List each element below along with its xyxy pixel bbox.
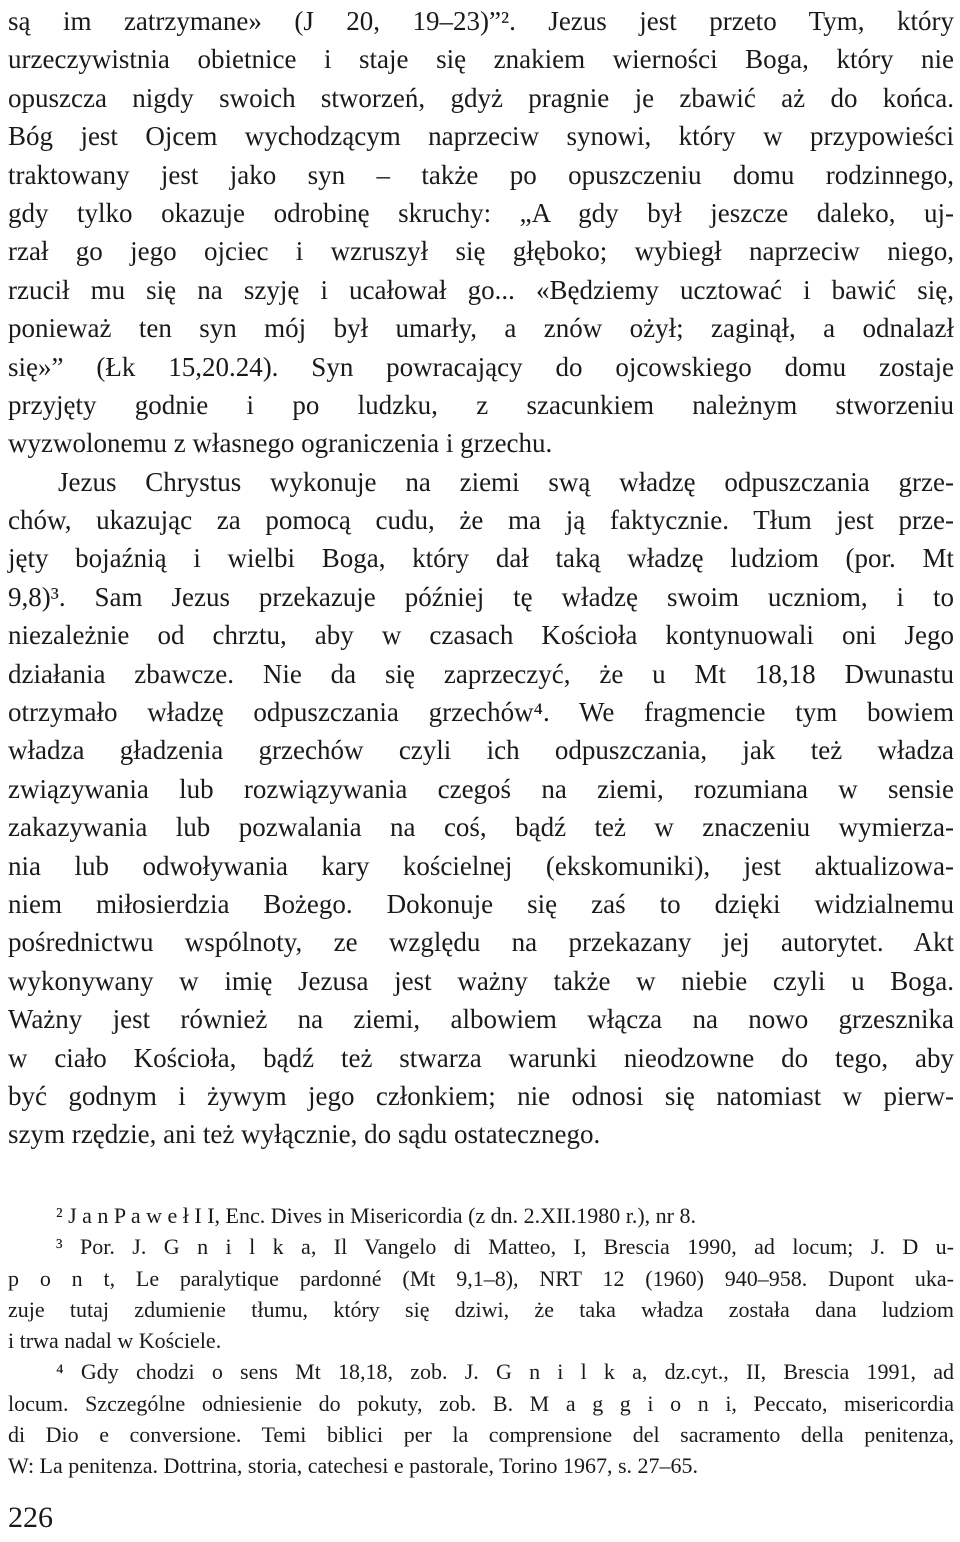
footnote-line: ³ Por. J. G n i l k a, Il Vangelo di Matteo, I, Brescia 1990, ad locum; J. D u- bbox=[56, 1234, 954, 1260]
text-line: zakazywania lub pozwalania na coś, bądź też w znaczeniu wymierza- bbox=[8, 812, 954, 843]
text-line: szym rzędzie, ani też wyłącznie, do sądu ostatecznego. bbox=[8, 1119, 601, 1150]
text-line: jęty bojaźnią i wielbi Boga, który dał taką władzę ludziom (por. Mt bbox=[8, 543, 954, 574]
text-line: rzał go jego ojciec i wzruszył się głęboko; wybiegł naprzeciw niego, bbox=[8, 236, 954, 267]
page-number: 226 bbox=[8, 1501, 53, 1534]
text-line: chów, ukazując za pomocą cudu, że ma ją faktycznie. Tłum jest prze- bbox=[8, 505, 954, 536]
text-line: otrzymało władzę odpuszczania grzechów⁴. We fragmencie tym bowiem bbox=[8, 697, 954, 728]
text-line: władza gładzenia grzechów czyli ich odpuszczania, jak też władza bbox=[8, 735, 954, 766]
text-line: są im zatrzymane» (J 20, 19–23)”². Jezus jest przeto Tym, który bbox=[8, 6, 954, 36]
footnote-line: ² J a n P a w e ł I I, Enc. Dives in Misericordia (z dn. 2.XII.1980 r.), nr 8. bbox=[56, 1203, 696, 1228]
text-line: gdy tylko okazuje odrobinę skruchy: „A gdy był jeszcze daleko, uj- bbox=[8, 197, 954, 228]
text-line: działania zbawcze. Nie da się zaprzeczyć, że u Mt 18,18 Dwunastu bbox=[8, 658, 954, 689]
text-line: opuszcza nigdy swoich stworzeń, gdyż pragnie je zbawić aż do końca. bbox=[8, 82, 954, 113]
text-line: przyjęty godnie i po ludzku, z szacunkiem należnym stworzeniu bbox=[8, 389, 954, 420]
text-line: nia lub odwoływania kary kościelnej (ekskomuniki), jest aktualizowa- bbox=[8, 850, 954, 881]
text-line: niezależnie od chrztu, aby w czasach Kościoła kontynuowali oni Jego bbox=[8, 620, 954, 651]
text-line: Bóg jest Ojcem wychodzącym naprzeciw synowi, który w przypowieści bbox=[8, 121, 954, 152]
text-line: ponieważ ten syn mój był umarły, a znów ożył; zaginął, a odnalazł bbox=[8, 313, 954, 344]
text-line: w ciało Kościoła, bądź też stwarza warunki nieodzowne do tego, aby bbox=[8, 1042, 954, 1073]
footnote-line: di Dio e conversione. Temi biblici per la comprensione del sacramento della penitenza, bbox=[8, 1422, 954, 1448]
text-line: pośrednictwu wspólnoty, ze względu na przekazany jej autorytet. Akt bbox=[8, 927, 954, 958]
main-text bbox=[8, 2, 954, 1154]
text-line: rzucił mu się na szyję i ucałował go... «Będziemy ucztować i bawić się, bbox=[8, 274, 954, 305]
text-line: Ważny jest również na ziemi, albowiem włącza na nowo grzesznika bbox=[8, 1004, 954, 1035]
text-line: wykonywany w imię Jezusa jest ważny także w niebie czyli u Boga. bbox=[8, 965, 954, 996]
footnote bbox=[8, 1231, 954, 1356]
paragraph bbox=[8, 463, 954, 1154]
footnote-line: zuje tutaj zdumienie tłumu, który się dziwi, że taka władza została dana ludziom bbox=[8, 1296, 954, 1322]
text-line: wyzwolonemu z własnego ograniczenia i grzechu. bbox=[8, 428, 553, 459]
footnote-line: i trwa nadal w Kościele. bbox=[8, 1328, 222, 1354]
footnotes bbox=[8, 1200, 954, 1482]
footnote bbox=[8, 1356, 954, 1481]
footnote-line: W: La penitenza. Dottrina, storia, catechesi e pastorale, Torino 1967, s. 27–65. bbox=[8, 1453, 699, 1479]
text-line: być godnym i żywym jego członkiem; nie odnosi się natomiast w pierw- bbox=[8, 1080, 954, 1111]
text-line: 9,8)³. Sam Jezus przekazuje później tę władzę swoim uczniom, i to bbox=[8, 581, 954, 612]
text-line: niem miłosierdzia Bożego. Dokonuje się zaś to dzięki widzialnemu bbox=[8, 888, 954, 919]
footnote-line: p o n t, Le paralytique pardonné (Mt 9,1–8), NRT 12 (1960) 940–958. Dupont uka- bbox=[8, 1265, 954, 1291]
text-line: traktowany jest jako syn – także po opuszczeniu domu rodzinnego, bbox=[8, 159, 954, 190]
footnote-line: ⁴ Gdy chodzi o sens Mt 18,18, zob. J. G n i l k a, dz.cyt., II, Brescia 1991, ad bbox=[56, 1359, 954, 1385]
text-line: Jezus Chrystus wykonuje na ziemi swą władzę odpuszczania grze- bbox=[58, 466, 954, 497]
text-line: urzeczywistnia obietnice i staje się znakiem wierności Boga, który nie bbox=[8, 44, 954, 75]
text-line: związywania lub rozwiązywania czegoś na ziemi, rozumiana w sensie bbox=[8, 773, 954, 804]
footnote bbox=[8, 1200, 954, 1231]
paragraph bbox=[8, 2, 954, 463]
text-line: się»” (Łk 15,20.24). Syn powracający do ojcowskiego domu zostaje bbox=[8, 351, 954, 382]
footnote-line: locum. Szczególne odniesienie do pokuty, zob. B. M a g g i o n i, Peccato, misericordia bbox=[8, 1390, 954, 1416]
